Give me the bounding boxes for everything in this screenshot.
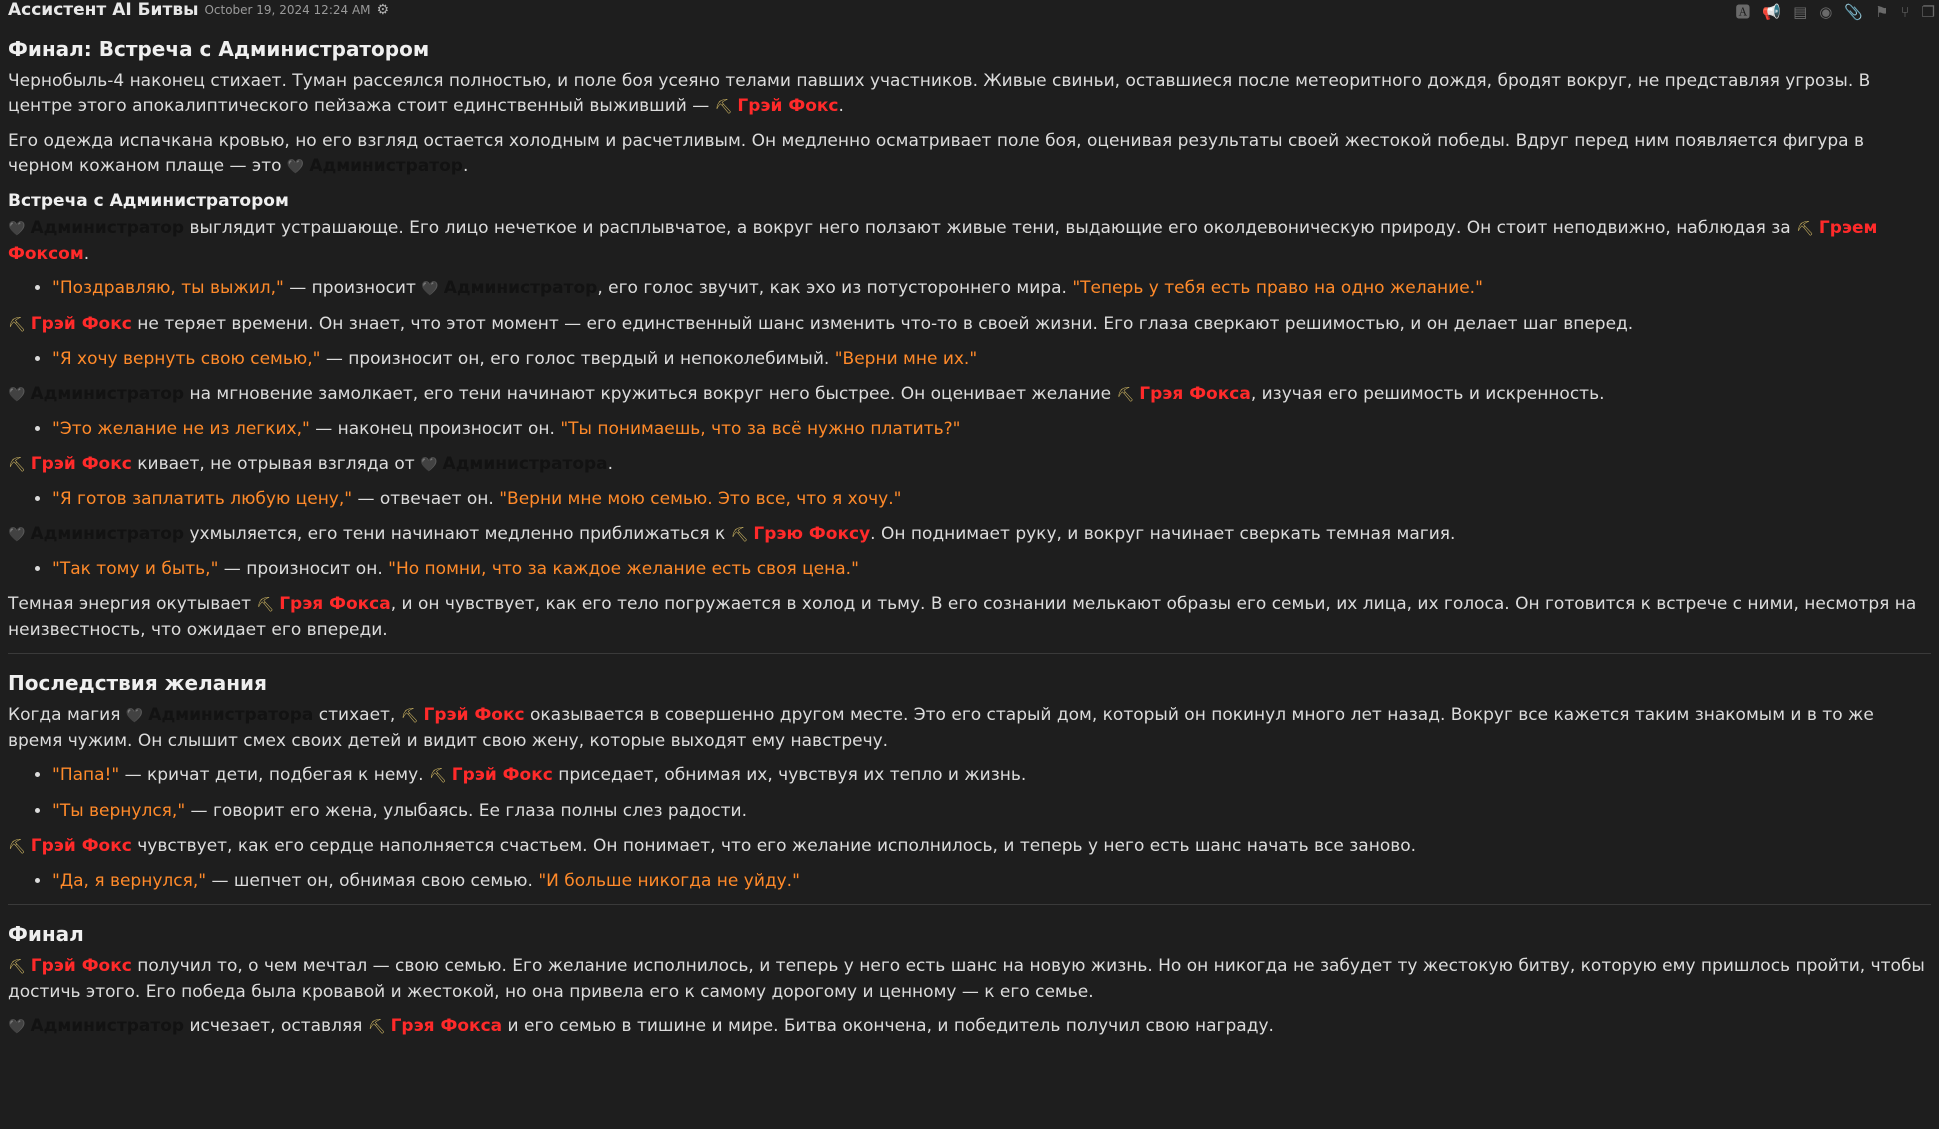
- character-administrator: Администратор: [30, 218, 185, 238]
- character-administrator: Администратор: [30, 524, 185, 544]
- paragraph: ⛏ Грэй Фокс получил то, о чем мечтал — свою семью. Его желание исполнилось, и теперь у него есть шанс на новую жизнь. Но он никогда не забудет ту жестокую битву, которую ему пришлось пройти, чтобы достичь этого. Его победа была кровавой и жестокой, но она привела его к самому дорогому и ценному — к его семье.: [8, 956, 1925, 1002]
- paragraph: Его одежда испачкана кровью, но его взгляд остается холодным и расчетливым. Он медленно осматривает поле боя, оценивая результаты своей жестокой победы. Вдруг перед ним появляется фигура в черном кожаном плаще — это 🖤 Администратор.: [8, 131, 1864, 176]
- dialogue-list: [8, 869, 1931, 894]
- paragraph: ⛏ Грэй Фокс не теряет времени. Он знает, что этот момент — его единственный шанс изменить что-то в своей жизни. Его глаза сверкают решимостью, и он делает шаг вперед.: [8, 314, 1634, 334]
- document-icon[interactable]: ▤: [1793, 3, 1808, 21]
- list-item: • "Это желание не из легких," — наконец произносит он. "Ты понимаешь, что за всё нужно платить?": [52, 417, 1931, 442]
- pickaxe-icon: ⛏: [8, 317, 26, 333]
- openai-icon: ⚙: [376, 1, 390, 18]
- dialogue-list: [8, 487, 1931, 512]
- message-toolbar: [1735, 0, 1935, 25]
- black-heart-icon: 🖤: [8, 221, 26, 237]
- character-administrator: Администратор: [309, 156, 463, 176]
- character-gray-fox: Грэя Фокса: [390, 1016, 503, 1036]
- timestamp: October 19, 2024 12:24 AM: [204, 2, 371, 17]
- paragraph: Когда магия 🖤 Администратора стихает, ⛏ Грэй Фокс оказывается в совершенно другом месте. Это его старый дом, который он покинул много лет назад. Вокруг все кажется таким знакомым и в то же время чужим. Он слышит смех своих детей и видит свою жену, которые выходят ему навстречу.: [8, 705, 1874, 751]
- character-gray-fox: Грэем Фоксом: [8, 218, 1878, 264]
- dialogue-list: [8, 276, 1931, 302]
- pickaxe-icon: ⛏: [1796, 221, 1814, 237]
- quote: "Верни мне их.": [834, 349, 978, 369]
- pickaxe-icon: ⛏: [8, 457, 26, 473]
- paragraph: ⛏ Грэй Фокс чувствует, как его сердце наполняется счастьем. Он понимает, что его желание исполнилось, и теперь у него есть шанс начать все заново.: [8, 836, 1417, 856]
- list-item: • "Я хочу вернуть свою семью," — произносит он, его голос твердый и непоколебимый. "Верни мне их.": [52, 347, 1931, 372]
- pickaxe-icon: ⛏: [256, 597, 275, 613]
- character-gray-fox: Грэя Фокса: [279, 594, 391, 614]
- quote: "Папа!": [52, 765, 120, 785]
- paragraph: 🖤 Администратор исчезает, оставляя ⛏ Грэя Фокса и его семью в тишине и мире. Битва окончена, и победитель получил свою награду.: [8, 1016, 1274, 1036]
- character-administrator: Администратор: [30, 1016, 185, 1036]
- paperclip-icon[interactable]: 📎: [1844, 3, 1864, 21]
- paragraph: ⛏ Грэй Фокс кивает, не отрывая взгляда от 🖤 Администратора.: [8, 454, 614, 474]
- author-name[interactable]: Ассистент AI Битвы: [8, 0, 199, 20]
- black-heart-icon: 🖤: [8, 1019, 26, 1035]
- divider: [8, 904, 1931, 905]
- black-heart-icon: 🖤: [125, 708, 144, 724]
- character-gray-fox: Грэй Фокс: [30, 314, 132, 334]
- flag-icon[interactable]: ⚑: [1875, 3, 1889, 21]
- quote: "Но помни, что за каждое желание есть своя цена.": [388, 559, 859, 579]
- pickaxe-icon: ⛏: [730, 527, 749, 543]
- quote: "Верни мне мою семью. Это все, что я хочу.": [499, 489, 902, 509]
- translate-icon[interactable]: 🅰: [1735, 3, 1751, 21]
- quote: "Да, я вернулся,": [52, 871, 207, 891]
- character-administrator: Администратора: [442, 454, 608, 474]
- paragraph: 🖤 Администратор на мгновение замолкает, его тени начинают кружиться вокруг него быстрее. Он оценивает желание ⛏ Грэя Фокса, изучая его решимость и искренность.: [8, 384, 1605, 404]
- character-administrator: Администратора: [148, 705, 314, 725]
- section-title-final: Финал: [8, 922, 84, 946]
- quote: "Так тому и быть,": [52, 559, 219, 579]
- list-item: • "Ты вернулся," — говорит его жена, улыбаясь. Ее глаза полны слез радости.: [52, 799, 1931, 824]
- quote: "Это желание не из легких,": [52, 419, 310, 439]
- message-header: [8, 0, 1935, 21]
- character-gray-fox: Грэй Фокс: [737, 96, 839, 116]
- section-title-final-meeting: Финал: Встреча с Администратором: [8, 37, 430, 61]
- black-heart-icon: 🖤: [421, 281, 439, 297]
- list-item: • "Да, я вернулся," — шепчет он, обнимая свою семью. "И больше никогда не уйду.": [52, 869, 1931, 894]
- pickaxe-icon: ⛏: [714, 99, 733, 115]
- pickaxe-icon: ⛏: [428, 768, 447, 784]
- dialogue-list: [8, 347, 1931, 372]
- paragraph: Чернобыль-4 наконец стихает. Туман рассеялся полностью, и поле боя усеяно телами павших участников. Живые свиньи, оставшиеся после метеоритного дождя, бродят вокруг, не представляя угрозы. В центре этого апокалиптического пейзажа стоит единственный выживший — ⛏ Грэй Фокс.: [8, 71, 1871, 116]
- quote: "Ты понимаешь, что за всё нужно платить?": [560, 419, 961, 439]
- quote: "И больше никогда не уйду.": [538, 871, 800, 891]
- branch-icon[interactable]: ⑂: [1900, 3, 1910, 21]
- character-gray-fox: Грэй Фокс: [30, 836, 132, 856]
- quote: "Я хочу вернуть свою семью,": [52, 349, 321, 369]
- character-gray-fox: Грэй Фокс: [30, 956, 132, 976]
- character-administrator: Администратор: [30, 384, 185, 404]
- character-gray-fox: Грэй Фокс: [423, 705, 525, 725]
- pickaxe-icon: ⛏: [8, 839, 26, 855]
- paragraph: 🖤 Администратор ухмыляется, его тени начинают медленно приближаться к ⛏ Грэю Фоксу. Он поднимает руку, и вокруг начинает сверкать темная магия.: [8, 524, 1456, 544]
- eye-icon[interactable]: ◉: [1819, 3, 1833, 21]
- character-administrator: Администратор: [443, 278, 598, 298]
- paragraph: Темная энергия окутывает ⛏ Грэя Фокса, и он чувствует, как его тело погружается в холод и тьму. В его сознании мелькают образы его семьи, их лица, их голоса. Он готовится к встрече с ними, несмотря на неизвестность, что ожидает его впереди.: [8, 594, 1917, 640]
- paragraph: 🖤 Администратор выглядит устрашающе. Его лицо нечеткое и расплывчатое, а вокруг него ползают живые тени, выдающие его околдевоническую природу. Он стоит неподвижно, наблюдая за ⛏ Грэем Фоксом.: [8, 218, 1878, 264]
- pickaxe-icon: ⛏: [367, 1019, 386, 1035]
- character-gray-fox: Грэя Фокса: [1139, 384, 1251, 404]
- character-gray-fox: Грэю Фоксу: [753, 524, 871, 544]
- subsection-title: Встреча с Администратором: [8, 191, 289, 211]
- quote: "Теперь у тебя есть право на одно желание.": [1072, 278, 1483, 298]
- divider: [8, 653, 1931, 654]
- dialogue-list: [8, 417, 1931, 442]
- black-heart-icon: 🖤: [8, 527, 26, 543]
- list-item: • "Я готов заплатить любую цену," — отвечает он. "Верни мне мою семью. Это все, что я хочу.": [52, 487, 1931, 512]
- character-gray-fox: Грэй Фокс: [30, 454, 132, 474]
- black-heart-icon: 🖤: [286, 159, 305, 175]
- list-item: • "Так тому и быть," — произносит он. "Но помни, что за каждое желание есть своя цена.": [52, 557, 1931, 582]
- list-item: • "Поздравляю, ты выжил," — произносит 🖤 Администратор, его голос звучит, как эхо из потустороннего мира. "Теперь у тебя есть право на одно желание.": [52, 276, 1931, 302]
- quote: "Я готов заплатить любую цену,": [52, 489, 353, 509]
- quote: "Поздравляю, ты выжил,": [52, 278, 284, 298]
- black-heart-icon: 🖤: [8, 387, 26, 403]
- black-heart-icon: 🖤: [420, 457, 438, 473]
- list-item: • "Папа!" — кричат дети, подбегая к нему. ⛏ Грэй Фокс приседает, обнимая их, чувствуя их тепло и жизнь.: [52, 763, 1931, 789]
- pickaxe-icon: ⛏: [400, 708, 419, 724]
- pickaxe-icon: ⛏: [8, 959, 26, 975]
- character-gray-fox: Грэй Фокс: [451, 765, 553, 785]
- megaphone-icon[interactable]: 📢: [1762, 3, 1782, 21]
- pickaxe-icon: ⛏: [1116, 387, 1135, 403]
- dialogue-list: [8, 557, 1931, 582]
- section-title-consequences: Последствия желания: [8, 671, 267, 695]
- quote: "Ты вернулся,": [52, 801, 186, 821]
- copy-icon[interactable]: ❐: [1921, 3, 1935, 21]
- dialogue-list: [8, 763, 1931, 824]
